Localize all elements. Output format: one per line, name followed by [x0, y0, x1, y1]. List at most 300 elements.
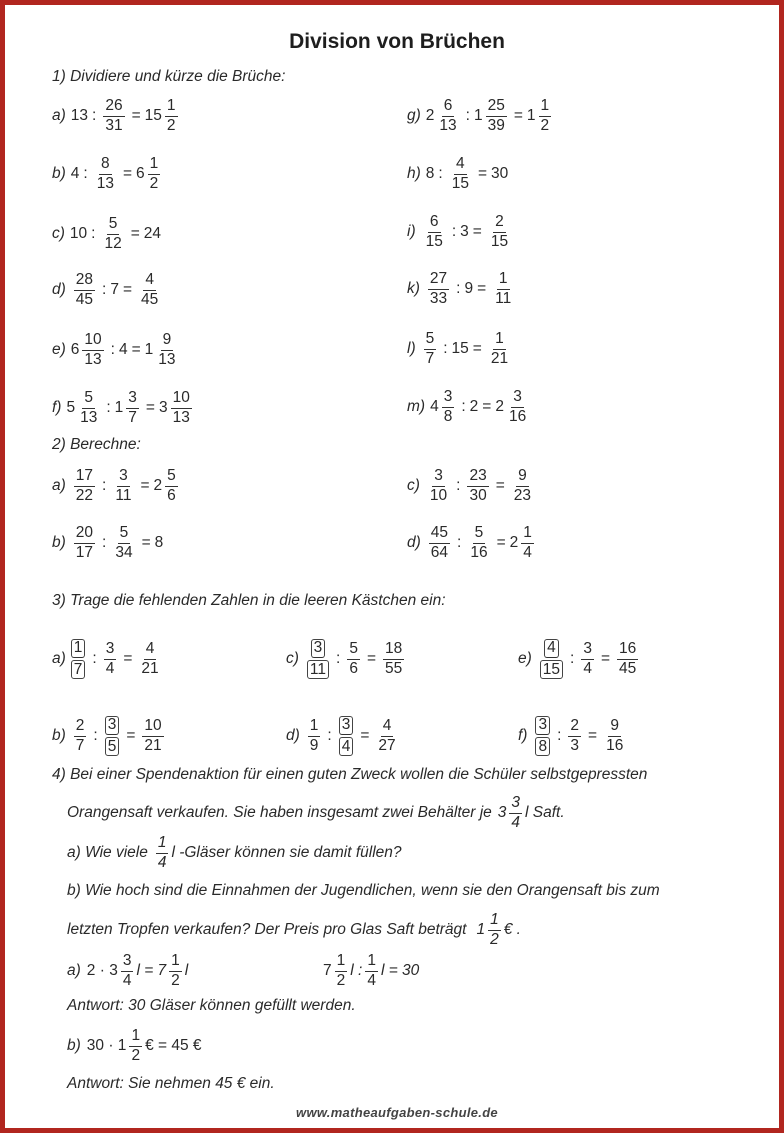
problem-1b	[52, 151, 163, 197]
result-fraction	[148, 156, 161, 192]
numerator: 2	[493, 214, 506, 232]
fraction	[156, 835, 169, 871]
numerator: 18	[383, 641, 404, 659]
label: c)	[407, 477, 420, 494]
fraction	[78, 390, 99, 426]
text: l :	[350, 962, 363, 979]
result-fraction	[383, 641, 404, 677]
result-whole: 2	[153, 477, 163, 494]
denominator: 8	[443, 407, 453, 425]
denominator: 39	[487, 116, 505, 134]
section-2-heading: 2) Berechne:	[52, 436, 141, 453]
denominator: 15	[425, 232, 443, 250]
result-whole: 2	[509, 534, 519, 551]
problem-3b	[52, 713, 167, 759]
denominator: 2	[336, 971, 346, 989]
denominator: 15	[451, 174, 469, 192]
equals: =	[122, 165, 133, 182]
denominator: 31	[105, 116, 123, 134]
equals: =	[472, 223, 482, 240]
numerator: 16	[617, 641, 638, 659]
denominator: 21	[144, 736, 162, 754]
whole: 4	[430, 398, 439, 415]
fraction-boxed	[71, 638, 86, 681]
text: Orangensaft verkaufen. Sie haben insgesamt zwei Behälter je	[67, 804, 492, 821]
denominator: 11	[495, 289, 512, 307]
problem-3f	[518, 713, 628, 759]
label: d)	[52, 281, 66, 298]
numerator: 10	[142, 718, 163, 736]
result-fraction	[489, 214, 510, 250]
operator: :	[92, 650, 97, 667]
denominator: 13	[84, 350, 102, 368]
denominator: 16	[470, 543, 488, 561]
result-whole: 2	[495, 398, 504, 415]
result-fraction	[165, 468, 178, 504]
equals: =	[495, 477, 505, 494]
label: b)	[52, 727, 66, 744]
numerator: 3	[432, 468, 445, 486]
whole: 8	[425, 165, 435, 182]
equals: =	[131, 107, 141, 124]
whole: 4	[70, 165, 80, 182]
denominator: 4	[583, 659, 592, 677]
result-fraction	[507, 389, 528, 425]
whole: 6	[70, 341, 80, 358]
fraction-boxed	[307, 638, 329, 681]
operator: :	[91, 225, 96, 242]
numerator: 1	[169, 953, 182, 971]
answer-box: 4	[544, 639, 559, 658]
result-whole: 3	[158, 399, 168, 416]
denominator: 21	[141, 659, 159, 677]
numerator: 9	[161, 332, 174, 350]
result: 30	[491, 165, 509, 182]
label: a)	[52, 107, 66, 124]
fraction	[424, 214, 445, 250]
problem-2a	[52, 463, 181, 509]
result-whole: 1	[144, 341, 154, 358]
result-whole: 6	[136, 165, 145, 182]
denominator: 9	[309, 736, 319, 754]
answer-box: 4	[339, 737, 354, 756]
label: i)	[407, 223, 416, 240]
denominator: 2	[149, 174, 159, 192]
numerator: 1	[488, 912, 501, 930]
fraction	[102, 216, 123, 252]
fraction	[347, 641, 360, 677]
text: 30 · 1	[86, 1037, 127, 1054]
fraction	[129, 1028, 142, 1064]
operator: :	[92, 107, 97, 124]
fraction	[365, 953, 378, 989]
numerator: 3	[126, 390, 139, 408]
equals: =	[141, 534, 151, 551]
numerator: 3	[581, 641, 594, 659]
numerator: 5	[107, 216, 120, 234]
result-fraction	[171, 390, 192, 426]
numerator: 4	[143, 272, 156, 290]
denominator: 23	[513, 486, 532, 504]
fraction	[488, 912, 501, 948]
result-fraction	[493, 271, 513, 307]
label: d)	[286, 727, 300, 744]
fraction-boxed	[540, 638, 563, 681]
denominator: 13	[172, 408, 190, 426]
numerator: 1	[335, 953, 348, 971]
text: € = 45 €	[145, 1037, 202, 1054]
problem-3a	[52, 636, 164, 682]
numerator: 17	[74, 468, 95, 486]
footer-website: www.matheaufgaben-schule.de	[296, 1105, 498, 1120]
denominator: 12	[104, 234, 122, 252]
fraction	[95, 156, 116, 192]
answer-box: 1	[71, 639, 86, 658]
fraction	[509, 795, 522, 831]
numerator: 3	[121, 953, 134, 971]
label: l)	[407, 340, 416, 357]
numerator: 10	[82, 332, 103, 350]
numerator: 1	[521, 525, 534, 543]
label: c)	[52, 225, 65, 242]
label: f)	[52, 399, 62, 416]
answer-box: 3	[311, 639, 326, 658]
fraction	[442, 389, 455, 425]
label: d)	[407, 534, 421, 551]
numerator: 5	[165, 468, 178, 486]
problem-3e	[518, 636, 641, 682]
denominator: 6	[167, 486, 176, 504]
operator: :	[456, 477, 461, 494]
text: a) Wie viele	[67, 844, 148, 861]
numerator: 1	[308, 718, 321, 736]
numerator: 9	[608, 718, 621, 736]
equals: =	[477, 165, 488, 182]
problem-1f	[52, 385, 195, 431]
denominator: 16	[508, 407, 527, 425]
denominator: 4	[122, 971, 132, 989]
fraction	[126, 390, 139, 426]
numerator: 2	[74, 718, 87, 736]
denominator: 30	[469, 486, 487, 504]
numerator: 5	[473, 525, 486, 543]
numerator: 10	[171, 390, 192, 408]
problem-3d	[286, 713, 401, 759]
section-4-heading: 4) Bei einer Spendenaktion für einen guten Zweck wollen die Schüler selbstgepressten	[52, 766, 648, 783]
answer-box: 11	[307, 660, 329, 679]
operator: :	[443, 340, 448, 357]
numerator: 27	[428, 271, 449, 289]
label: c)	[286, 650, 299, 667]
numerator: 6	[442, 98, 455, 116]
numerator: 20	[74, 525, 95, 543]
result-fraction	[139, 641, 160, 677]
fraction	[581, 641, 594, 677]
numerator: 3	[442, 389, 455, 407]
problem-1k	[407, 266, 516, 312]
equals: =	[600, 650, 611, 667]
numerator: 1	[493, 331, 506, 349]
equals: =	[145, 399, 155, 416]
denominator: 4	[105, 659, 115, 677]
numerator: 5	[424, 331, 437, 349]
text: 2 · 3	[86, 962, 118, 979]
whole: 1	[473, 107, 483, 124]
result-whole: 15	[144, 107, 162, 124]
text: € .	[503, 921, 521, 938]
divisor: 15	[451, 340, 469, 357]
problem-1e	[52, 327, 181, 373]
numerator: 1	[156, 835, 169, 853]
numerator: 1	[497, 271, 510, 289]
result-fraction	[489, 331, 510, 367]
answer-box: 3	[339, 716, 354, 735]
operator: :	[110, 341, 115, 358]
equals: =	[140, 477, 150, 494]
result-fraction	[142, 718, 163, 754]
problem-1d	[52, 267, 163, 313]
numerator: 3	[511, 389, 524, 407]
denominator: 13	[96, 174, 114, 192]
label: m)	[407, 398, 426, 415]
numerator: 1	[148, 156, 161, 174]
label: a)	[67, 962, 81, 979]
problem-1g	[407, 93, 554, 139]
denominator: 7	[425, 349, 435, 367]
whole: 5	[66, 399, 76, 416]
equals: =	[123, 650, 133, 667]
equals: =	[472, 340, 482, 357]
denominator: 45	[141, 290, 159, 308]
denominator: 2	[540, 116, 550, 134]
fraction	[74, 718, 87, 754]
whole: 2	[425, 107, 435, 124]
fraction-boxed	[339, 715, 354, 758]
result-fraction	[539, 98, 552, 134]
problem-1l	[407, 326, 513, 372]
numerator: 3	[117, 468, 130, 486]
denominator: 2	[166, 116, 176, 134]
operator: :	[102, 477, 107, 494]
denominator: 33	[429, 289, 448, 307]
operator: :	[465, 107, 470, 124]
result-fraction	[604, 718, 625, 754]
fraction-boxed	[535, 715, 550, 758]
numerator: 5	[82, 390, 95, 408]
denominator: 16	[606, 736, 624, 754]
numerator: 1	[165, 98, 178, 116]
fraction	[82, 332, 103, 368]
numerator: 26	[103, 98, 124, 116]
result-fraction	[156, 332, 177, 368]
operator: :	[438, 165, 443, 182]
operator: :	[557, 727, 562, 744]
text: l = 30	[380, 962, 420, 979]
problem-1m	[407, 384, 531, 430]
label: e)	[52, 341, 66, 358]
equals: =	[360, 727, 370, 744]
label: b)	[52, 165, 66, 182]
denominator: 10	[429, 486, 448, 504]
result-fraction	[521, 525, 534, 561]
denominator: 6	[349, 659, 358, 677]
fraction	[113, 525, 134, 561]
divisor: 7	[110, 281, 119, 298]
denominator: 45	[75, 290, 94, 308]
fraction	[450, 156, 471, 192]
denominator: 3	[570, 736, 580, 754]
text: l -Gläser können sie damit füllen?	[171, 844, 402, 861]
operator: :	[461, 398, 466, 415]
operator: :	[93, 727, 98, 744]
label: a)	[52, 650, 66, 667]
operator: :	[336, 650, 341, 667]
problem-2c	[407, 463, 536, 509]
operator: :	[102, 281, 107, 298]
text: l	[184, 962, 189, 979]
fraction	[437, 98, 458, 134]
result-fraction	[617, 641, 638, 677]
section-1-heading: 1) Dividiere und kürze die Brüche:	[52, 68, 286, 85]
fraction-boxed	[105, 715, 120, 758]
label: g)	[407, 107, 421, 124]
equals: =	[513, 107, 523, 124]
text: l Saft.	[525, 804, 565, 821]
label: k)	[407, 280, 420, 297]
result: 24	[143, 225, 162, 242]
equals: =	[482, 398, 492, 415]
whole: 3	[497, 804, 507, 821]
denominator: 4	[157, 853, 167, 871]
section-3-heading: 3) Trage die fehlenden Zahlen in die leeren Kästchen ein:	[52, 592, 446, 609]
equals: =	[477, 280, 487, 297]
fraction	[467, 468, 488, 504]
denominator: 34	[115, 543, 133, 561]
divisor: 4	[118, 341, 128, 358]
whole: 1	[476, 921, 486, 938]
equals: =	[130, 225, 140, 242]
result-fraction	[512, 468, 533, 504]
operator: :	[83, 165, 88, 182]
numerator: 25	[486, 98, 507, 116]
denominator: 45	[619, 659, 637, 677]
result: 8	[154, 534, 164, 551]
denominator: 4	[511, 813, 521, 831]
fraction	[74, 272, 95, 308]
denominator: 2	[490, 930, 499, 948]
numerator: 5	[118, 525, 131, 543]
denominator: 7	[75, 736, 85, 754]
task-4-question-b-1: b) Wie hoch sind die Einnahmen der Jugendlichen, wenn sie den Orangensaft bis zum	[67, 882, 660, 899]
equals: =	[588, 727, 598, 744]
fraction	[104, 641, 117, 677]
problem-1a	[52, 93, 181, 139]
numerator: 4	[144, 641, 157, 659]
fraction	[74, 525, 95, 561]
equals: =	[496, 534, 506, 551]
numerator: 28	[74, 272, 95, 290]
fraction	[429, 525, 450, 561]
denominator: 11	[115, 486, 132, 504]
denominator: 4	[523, 543, 532, 561]
numerator: 1	[129, 1028, 142, 1046]
numerator: 6	[428, 214, 441, 232]
whole: 13	[70, 107, 89, 124]
result-fraction	[139, 272, 160, 308]
numerator: 4	[454, 156, 467, 174]
fraction	[486, 98, 507, 134]
denominator: 17	[75, 543, 94, 561]
whole: 1	[114, 399, 124, 416]
result-fraction	[165, 98, 178, 134]
problem-3c	[286, 636, 407, 682]
problem-1c	[52, 211, 161, 257]
problem-1h	[407, 151, 508, 197]
numerator: 3	[509, 795, 522, 813]
numerator: 3	[104, 641, 117, 659]
label: b)	[67, 1037, 81, 1054]
label: e)	[518, 650, 532, 667]
text: l = 7	[136, 962, 167, 979]
denominator: 27	[378, 736, 396, 754]
divisor: 9	[464, 280, 474, 297]
fraction	[424, 331, 437, 367]
numerator: 23	[467, 468, 488, 486]
equals: =	[131, 341, 141, 358]
operator: :	[327, 727, 332, 744]
label: b)	[52, 534, 66, 551]
divisor: 2	[469, 398, 479, 415]
answer-box: 7	[71, 660, 86, 679]
task-4-question-b-2	[67, 907, 521, 953]
denominator: 15	[490, 232, 509, 250]
denominator: 21	[490, 349, 509, 367]
numerator: 2	[568, 718, 581, 736]
problem-2d	[407, 520, 537, 566]
fraction	[113, 468, 133, 504]
numerator: 45	[429, 525, 450, 543]
denominator: 7	[128, 408, 137, 426]
numerator: 9	[516, 468, 529, 486]
label: h)	[407, 165, 421, 182]
problem-2b	[52, 520, 163, 566]
denominator: 64	[430, 543, 449, 561]
fraction	[74, 468, 95, 504]
operator: :	[451, 223, 457, 240]
answer-box: 5	[105, 737, 120, 756]
denominator: 2	[131, 1046, 141, 1064]
operator: :	[106, 399, 111, 416]
page-title: Division von Brüchen	[289, 30, 505, 53]
whole: 10	[69, 225, 88, 242]
equals: =	[366, 650, 377, 667]
result-whole: 1	[526, 107, 536, 124]
answer-box: 3	[535, 716, 550, 735]
operator: :	[102, 534, 107, 551]
answer-b: Antwort: Sie nehmen 45 € ein.	[67, 1075, 275, 1092]
fraction	[428, 468, 449, 504]
denominator: 13	[80, 408, 98, 426]
operator: :	[570, 650, 575, 667]
denominator: 4	[367, 971, 376, 989]
numerator: 5	[347, 641, 360, 659]
denominator: 55	[385, 659, 403, 677]
answer-box: 3	[105, 716, 120, 735]
result-fraction	[376, 718, 397, 754]
fraction	[468, 525, 489, 561]
problem-1i	[407, 209, 513, 255]
fraction	[103, 98, 124, 134]
